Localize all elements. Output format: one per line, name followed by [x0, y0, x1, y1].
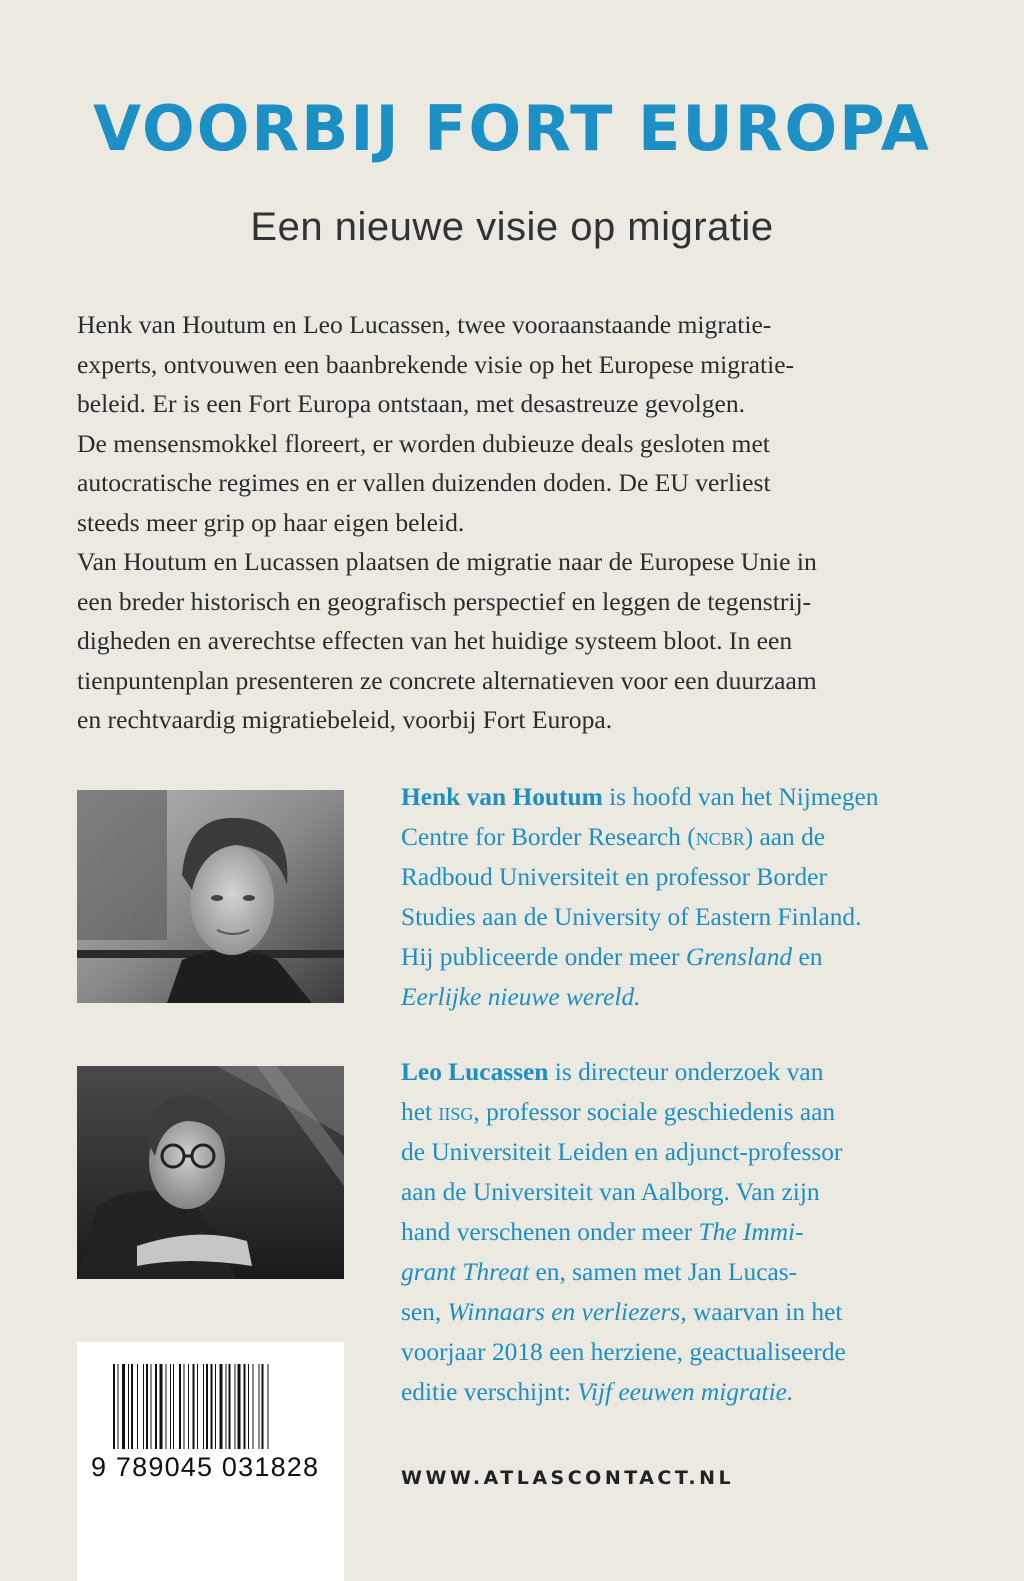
- blurb-line: De mensensmokkel floreert, er worden dubieuze deals gesloten met: [77, 428, 770, 458]
- book-title: VOORBIJ FORT EUROPA: [93, 92, 931, 165]
- book-title-ref: grant Threat: [401, 1258, 530, 1286]
- author-name: Henk van Houtum: [401, 783, 603, 811]
- barcode-bar: [146, 1364, 148, 1449]
- barcode: [77, 1342, 344, 1581]
- bio-text: waarvan in het: [686, 1298, 843, 1326]
- barcode-bar: [211, 1364, 213, 1449]
- blurb-line: tienpuntenplan presenteren ze concrete alternatieven voor een duurzaam: [77, 665, 817, 695]
- bio-text: en: [792, 943, 823, 971]
- barcode-bar: [113, 1364, 115, 1449]
- barcode-bar: [155, 1364, 157, 1449]
- blurb-line: een breder historisch en geografisch perspectief en leggen de tegenstrij-: [77, 586, 812, 616]
- bio-text: sen,: [401, 1298, 448, 1326]
- bio-text: het: [401, 1098, 439, 1126]
- barcode-bar: [193, 1364, 195, 1449]
- bio-text: Centre for Border Research (: [401, 823, 696, 851]
- barcode-bar: [188, 1364, 189, 1449]
- book-title-ref: The Immi-: [698, 1218, 804, 1246]
- bio-text: Studies aan de University of Eastern Finland.: [401, 903, 862, 931]
- blurb-line: experts, ontvouwen een baanbrekende visie op het Europese migratie-: [77, 349, 795, 379]
- bio-text: is hoofd van het Nijmegen: [602, 783, 879, 811]
- bio-text: ) aan de: [744, 823, 826, 851]
- barcode-bar: [151, 1364, 152, 1449]
- barcode-bar: [166, 1364, 167, 1449]
- barcode-bar: [170, 1364, 171, 1449]
- blurb-line: autocratische regimes en er vallen duizenden doden. De EU verliest: [77, 468, 771, 497]
- barcode-bar: [128, 1364, 129, 1449]
- publisher-website[interactable]: WWW.ATLASCONTACT.NL: [401, 1467, 735, 1489]
- bio-abbreviation: iisg: [438, 1098, 474, 1126]
- bio-text: Hij publiceerde onder meer: [401, 943, 686, 971]
- blurb-line: beleid. Er is een Fort Europa ontstaan, met desastreuze gevolgen.: [77, 389, 746, 418]
- barcode-bar: [220, 1364, 223, 1449]
- barcode-bar: [173, 1364, 174, 1449]
- bio-text: editie verschijnt:: [401, 1378, 578, 1406]
- barcode-bar: [203, 1364, 204, 1449]
- book-title-ref: Eerlijke nieuwe wereld.: [401, 983, 641, 1011]
- barcode-bar: [206, 1364, 208, 1449]
- barcode-bar: [259, 1364, 260, 1449]
- barcode-bar: [262, 1364, 264, 1449]
- barcode-bar: [268, 1364, 269, 1449]
- isbn-number: 9 789045 031828: [91, 1452, 320, 1482]
- bio-text: Radboud Universiteit en professor Border: [401, 863, 827, 891]
- barcode-bar: [137, 1364, 138, 1449]
- barcode-bar: [229, 1364, 231, 1449]
- bio-text: is directeur onderzoek van: [548, 1058, 824, 1086]
- blurb-line: digheden en averechtse effecten van het huidige systeem bloot. In een: [77, 626, 793, 655]
- bio-abbreviation: ncbr: [695, 823, 745, 851]
- barcode-bar: [238, 1364, 241, 1449]
- barcode-bar: [184, 1364, 185, 1449]
- barcode-bar: [226, 1364, 227, 1449]
- bio-text: hand verschenen onder meer: [401, 1218, 699, 1246]
- book-title-ref: Winnaars en verliezers,: [447, 1298, 687, 1326]
- bio-text: de Universiteit Leiden en adjunct-professor: [401, 1138, 843, 1166]
- barcode-bar: [244, 1364, 246, 1449]
- blurb-line: Van Houtum en Lucassen plaatsen de migratie naar de Europese Unie in: [77, 547, 817, 576]
- barcode-bar: [197, 1364, 198, 1449]
- book-title-ref: Vijf eeuwen migratie.: [577, 1378, 794, 1406]
- author-bio-leo-lucassen: [401, 1052, 961, 1412]
- author-photo-henk-van-houtum: [77, 790, 344, 1003]
- bio-text: , professor sociale geschiedenis aan: [473, 1098, 836, 1126]
- barcode-bar: [122, 1364, 125, 1449]
- barcode-bar: [118, 1364, 119, 1449]
- barcode-bar: [215, 1364, 216, 1449]
- barcode-bar: [131, 1364, 133, 1449]
- barcode-bar: [143, 1364, 144, 1449]
- blurb-line: en rechtvaardig migratiebeleid, voorbij Fort Europa.: [77, 705, 613, 734]
- bio-text: en, samen met Jan Lucas-: [529, 1258, 798, 1286]
- barcode-bar: [235, 1364, 236, 1449]
- blurb-line: Henk van Houtum en Leo Lucassen, twee vooraanstaande migratie-: [77, 310, 772, 339]
- blurb-line: steeds meer grip op haar eigen beleid.: [77, 507, 465, 537]
- barcode-bar: [160, 1364, 163, 1449]
- bio-text: voorjaar 2018 een herziene, geactualiseerde: [401, 1338, 846, 1366]
- book-title-ref: Grensland: [685, 943, 793, 971]
- author-photo-leo-lucassen: [77, 1066, 344, 1279]
- barcode-bars: [113, 1364, 313, 1449]
- barcode-bar: [253, 1364, 254, 1449]
- bio-text: aan de Universiteit van Aalborg. Van zijn: [401, 1178, 820, 1206]
- blurb-text: [77, 305, 957, 740]
- barcode-bar: [179, 1364, 181, 1449]
- book-subtitle: Een nieuwe visie op migratie: [250, 205, 774, 249]
- author-bio-henk-van-houtum: [401, 777, 961, 1017]
- author-name: Leo Lucassen: [401, 1058, 549, 1086]
- barcode-bar: [248, 1364, 249, 1449]
